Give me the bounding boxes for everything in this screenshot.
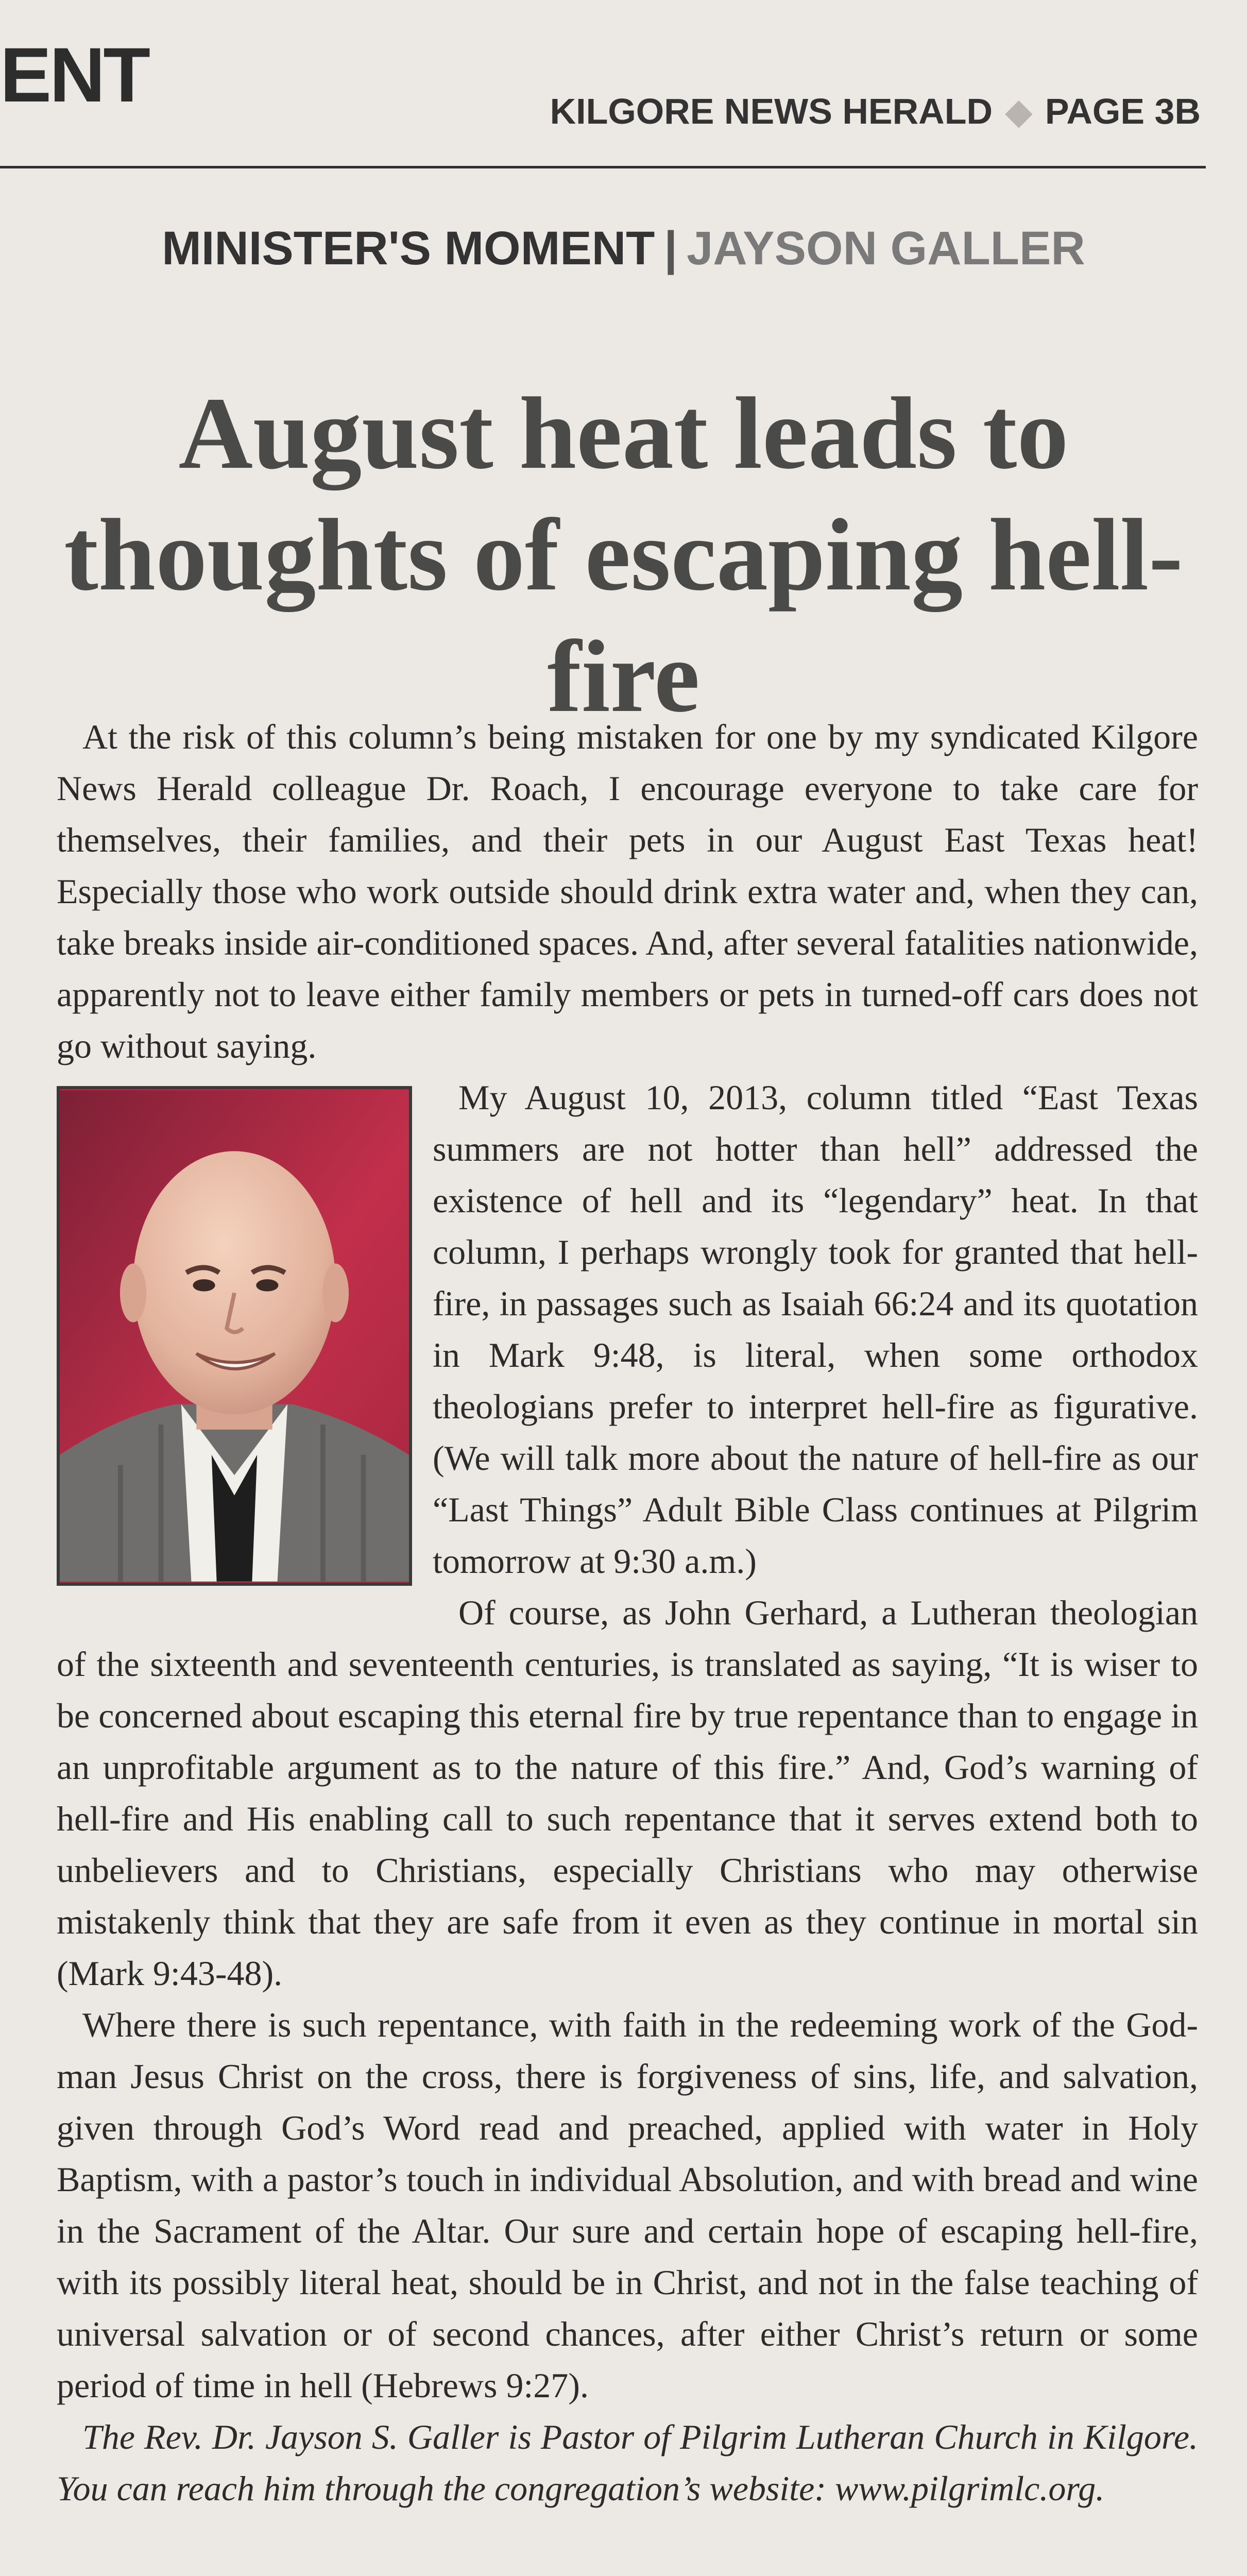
paragraph-3: Of course, as John Gerhard, a Lutheran theologian of the sixteenth and seventeenth centuries, is translated as saying, “It is wiser to be concerned about escaping this eternal fire by true repentance than to engage in an unprofitable argument as to the nature of this fire.” And, God’s warning of hell-fire and His enabling call to such repentance that it serves extend both to unbelievers and to Christians, especially Christians who may otherwise mistakenly think that they are safe from it even as they continue in mortal sin (Mark 9:43-48).: [57, 1593, 1198, 1993]
paragraph-4: Where there is such repentance, with faith in the redeeming work of the God-man Jesus Christ on the cross, there is forgiveness of sins, life, and salvation, given through God’s Word read and preached, applied with water in Holy Baptism, with a pastor’s touch in individual Absolution, and with bread and wine in the Sacrament of the Altar. Our sure and certain hope of escaping hell-fire, with its possibly literal heat, should be in Christ, and not in the false teaching of universal salvation or of second chances, after either Christ’s return or some period of time in hell (Hebrews 9:27).: [57, 2005, 1198, 2405]
byline-author: JAYSON GALLER: [687, 222, 1085, 275]
column-kicker: [0, 222, 1247, 276]
portrait-image: [60, 1089, 409, 1583]
paragraph-1: At the risk of this column’s being mistaken for one by my syndicated Kilgore News Herald colleague Dr. Roach, I encourage everyone to take care for themselves, their families, and their pets in our August East Texas heat! Especially those who work outside should drink extra water and, when they can, take breaks inside air-conditioned spaces. And, after several fatalities nationwide, apparently not to leave either family members or pets in turned-off cars does not go without saying.: [57, 717, 1198, 1065]
running-head: [550, 90, 1201, 132]
author-bio: The Rev. Dr. Jayson S. Galler is Pastor of Pilgrim Lutheran Church in Kilgore. You can reach him through the congregation’s website: www.pilgrimlc.org.: [57, 2417, 1198, 2508]
article-body: [57, 711, 1198, 2514]
paragraph-2: My August 10, 2013, column titled “East Texas summers are not hotter than hell” addressed the existence of hell and its “legendary” heat. In that column, I perhaps wrongly took for granted that hell-fire, in passages such as Isaiah 66:24 and its quotation in Mark 9:48, is literal, when some orthodox theologians prefer to interpret hell-fire as figurative. (We will talk more about the nature of hell-fire as our “Last Things” Adult Bible Class continues at Pilgrim tomorrow at 9:30 a.m.): [433, 1078, 1198, 1581]
header-rule: [0, 166, 1206, 168]
section-name-fragment: ENT: [0, 31, 148, 118]
diamond-icon: ◆: [1005, 91, 1033, 131]
publication-name: KILGORE NEWS HERALD: [550, 91, 993, 131]
column-name: MINISTER'S MOMENT: [162, 222, 655, 275]
page-number: PAGE 3B: [1045, 91, 1201, 131]
kicker-separator: |: [664, 222, 678, 275]
headline: August heat leads to thoughts of escaping hell-fire: [64, 377, 1183, 734]
author-photo: [57, 1086, 412, 1586]
